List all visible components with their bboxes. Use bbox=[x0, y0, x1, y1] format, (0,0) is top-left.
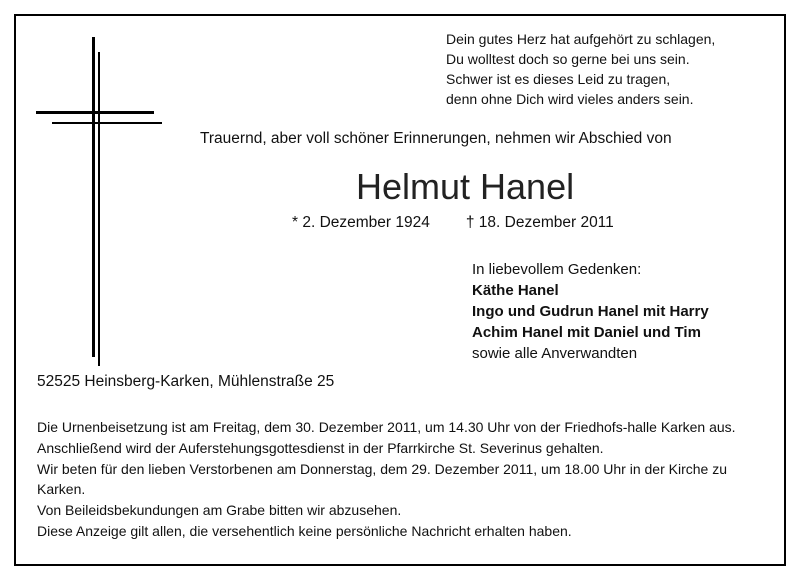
poem bbox=[446, 29, 776, 109]
memory-heading: In liebevollem Gedenken: bbox=[472, 261, 642, 278]
service-details bbox=[37, 418, 767, 543]
address: 52525 Heinsberg-Karken, Mühlenstraße 25 bbox=[37, 373, 335, 390]
mourner-name: Käthe Hanel bbox=[472, 282, 559, 299]
paragraph: Diese Anzeige gilt allen, die versehentlich keine persönliche Nachricht erhalten haben. bbox=[37, 522, 572, 539]
birth-date: * 2. Dezember 1924 bbox=[292, 214, 430, 231]
cross-horizontal-bar bbox=[36, 111, 154, 114]
life-dates bbox=[292, 214, 614, 232]
mourner-name: Achim Hanel mit Daniel und Tim bbox=[472, 324, 701, 341]
mourner-name: Ingo und Gudrun Hanel mit Harry bbox=[472, 303, 709, 320]
paragraph: Von Beileidsbekundungen am Grabe bitten wir abzusehen. bbox=[37, 501, 402, 518]
poem-line: Du wolltest doch so gerne bei uns sein. bbox=[446, 51, 690, 67]
other-mourners: sowie alle Anverwandten bbox=[472, 345, 638, 362]
poem-line: Schwer ist es dieses Leid zu tragen, bbox=[446, 71, 671, 87]
cross-vertical-bar bbox=[92, 37, 95, 357]
paragraph: Die Urnenbeisetzung ist am Freitag, dem 30. Dezember 2011, um 14.30 Uhr von der Friedhofs-halle Karken aus. bbox=[37, 419, 736, 435]
paragraph: Wir beten für den lieben Verstorbenen am Donnerstag, dem 29. Dezember 2011, um 18.00 Uhr in der Kirche zu Karken. bbox=[37, 461, 728, 497]
paragraph: Anschließend wird der Auferstehungsgottesdienst in der Pfarrkirche St. Severinus gehalten. bbox=[37, 440, 604, 456]
deceased-name: Helmut Hanel bbox=[356, 166, 575, 207]
death-date: † 18. Dezember 2011 bbox=[465, 214, 614, 231]
poem-line: Dein gutes Herz hat aufgehört zu schlagen, bbox=[446, 31, 716, 47]
cross-vertical-bar-inner bbox=[98, 52, 100, 366]
intro-text: Trauernd, aber voll schöner Erinnerungen, nehmen wir Abschied von bbox=[200, 130, 672, 147]
mourners-block bbox=[472, 259, 709, 364]
poem-line: denn ohne Dich wird vieles anders sein. bbox=[446, 91, 694, 107]
cross-horizontal-bar-inner bbox=[52, 122, 162, 124]
